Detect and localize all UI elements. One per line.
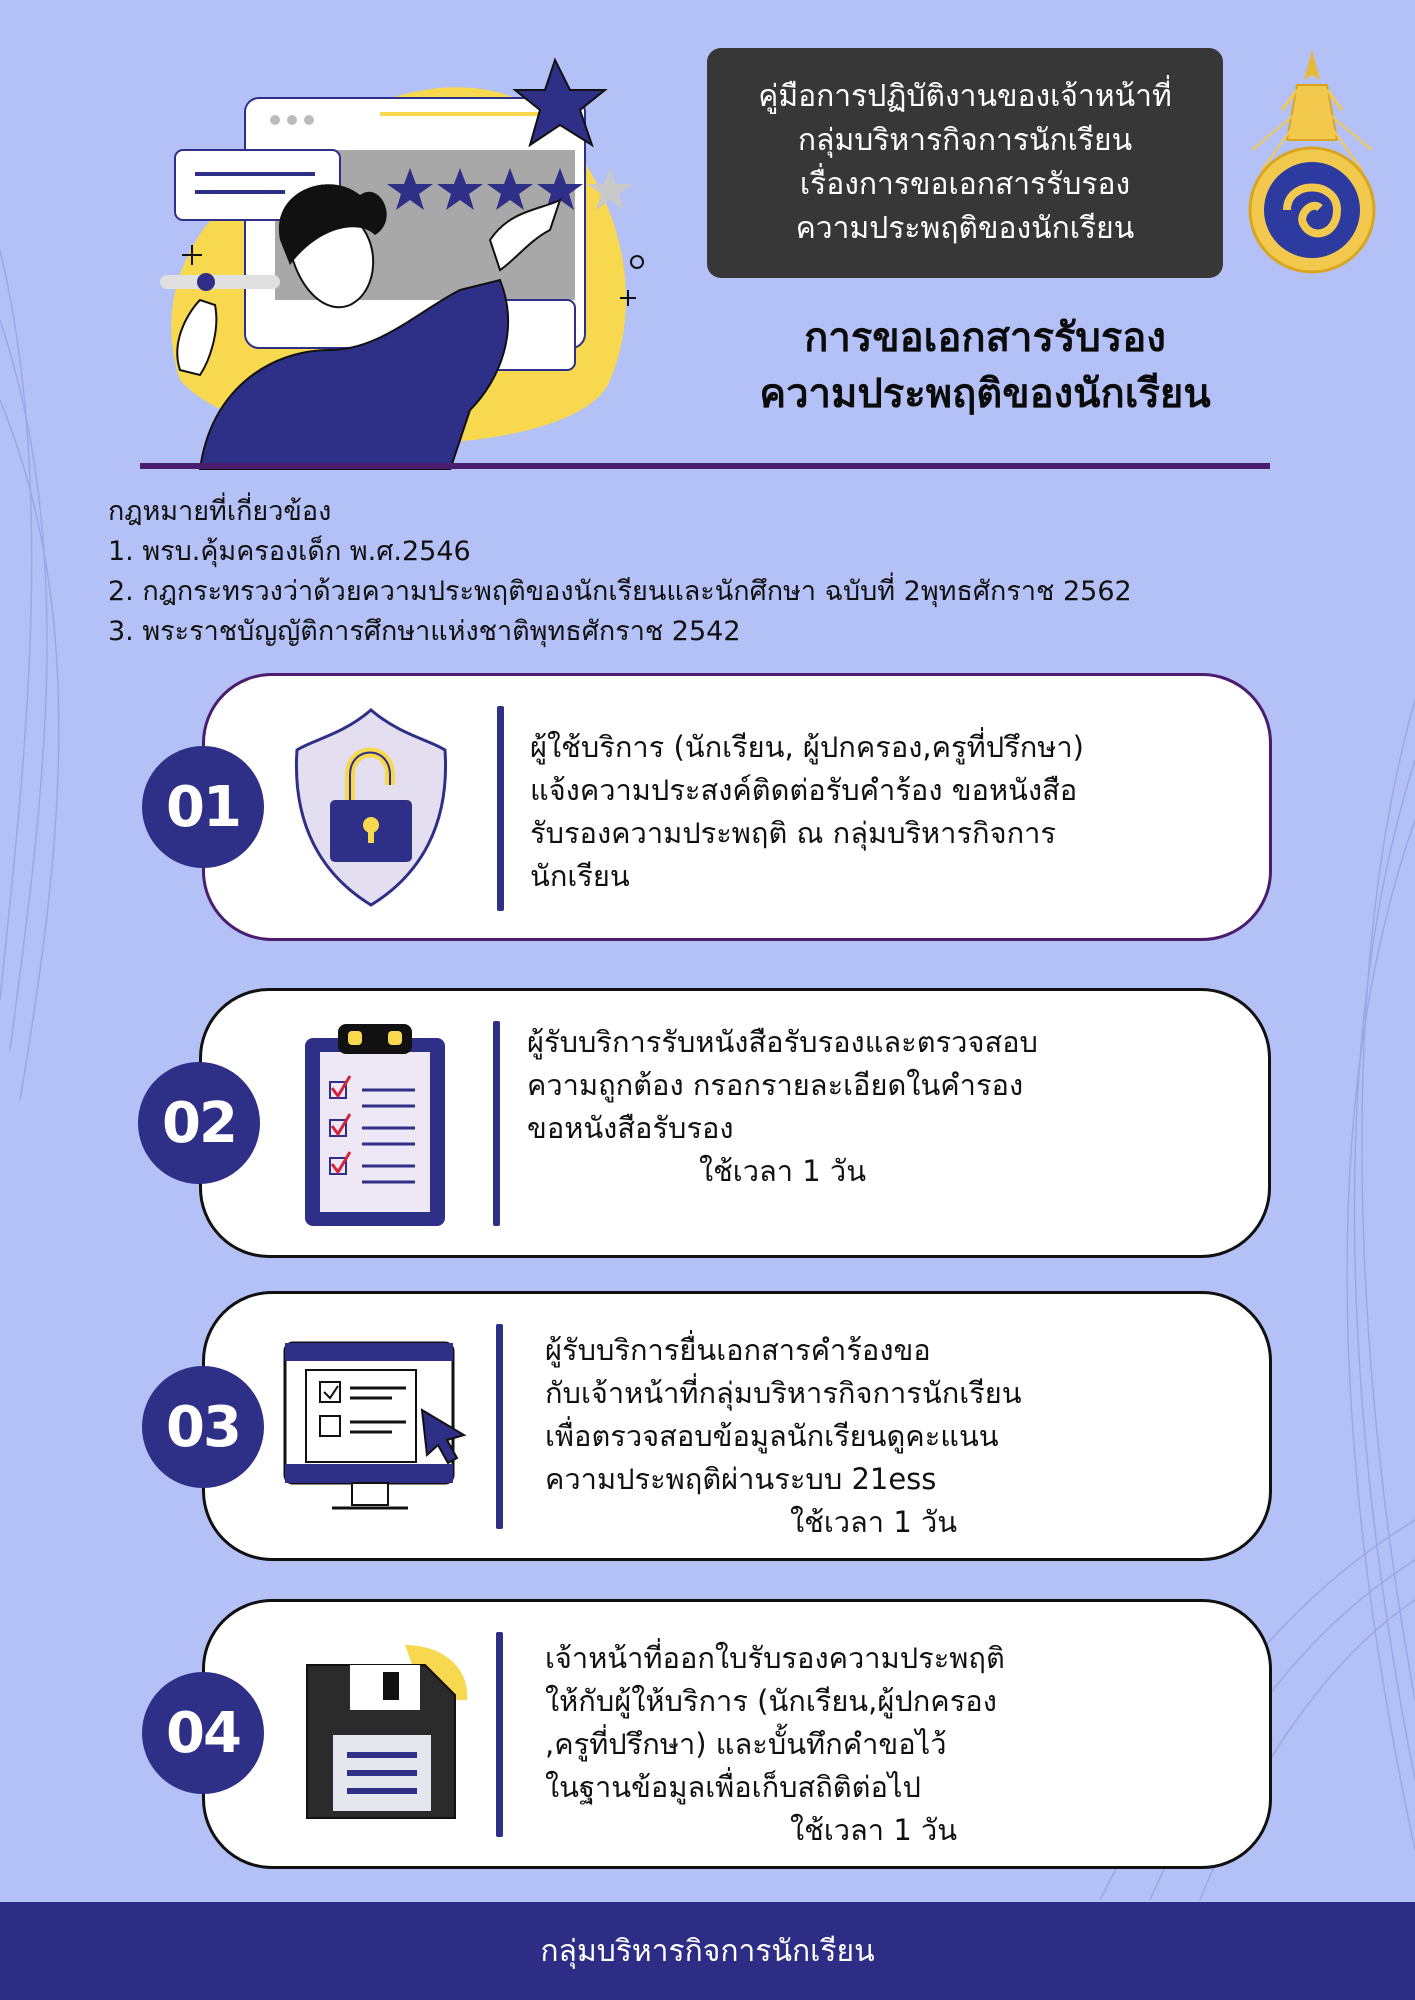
computer-form-icon (282, 1340, 472, 1515)
headline-line-2: ความประพฤติของนักเรียน (759, 371, 1211, 417)
step-line: นักเรียน (530, 859, 630, 893)
footer-label: กลุ่มบริหารกิจการนักเรียน (540, 1933, 875, 1969)
headline-line-1: การขอเอกสารรับรอง (804, 315, 1166, 361)
related-laws (108, 492, 1288, 652)
step-text (530, 726, 1084, 898)
step-line: เจ้าหน้าที่ออกใบรับรองความประพฤติ (545, 1641, 1005, 1675)
step-number-badge: 01 (142, 746, 264, 868)
step-divider (493, 1021, 500, 1226)
step-line: ในฐานข้อมูลเพื่อเก็บสถิติต่อไป (545, 1770, 921, 1804)
step-line: ขอหนังสือรับรอง (527, 1111, 734, 1145)
step-line: ผู้รับบริการยื่นเอกสารคำร้องขอ (545, 1333, 931, 1367)
step-duration: ใช้เวลา 1 วัน (698, 1154, 867, 1188)
step-line: เพื่อตรวจสอบข้อมูลนักเรียนดูคะแนน (545, 1419, 999, 1453)
footer-bar (0, 1902, 1415, 2000)
step-number-badge: 02 (138, 1062, 260, 1184)
step-divider (497, 706, 504, 911)
header-divider (140, 463, 1270, 469)
step-line: ผู้ใช้บริการ (นักเรียน, ผู้ปกครอง,ครูที่ปรึกษา) (530, 730, 1084, 764)
step-line: ความประพฤติผ่านระบบ 21ess (545, 1462, 937, 1496)
step-line: กับเจ้าหน้าที่กลุ่มบริหารกิจการนักเรียน (545, 1376, 1022, 1410)
step-divider (496, 1324, 503, 1529)
step-line: ,ครูที่ปรึกษา) และบั้นทึกคำขอไว้ (545, 1727, 947, 1761)
step-duration: ใช้เวลา 1 วัน (790, 1505, 958, 1539)
step-line: ให้กับผู้ให้บริการ (นักเรียน,ผู้ปกครอง (545, 1684, 997, 1718)
step-line: รับรองความประพฤติ ณ กลุ่มบริหารกิจการ (530, 816, 1057, 850)
step-number-badge: 04 (142, 1672, 264, 1794)
step-line: ผู้รับบริการรับหนังสือรับรองและตรวจสอบ (527, 1025, 1038, 1059)
step-number-badge: 03 (142, 1366, 264, 1488)
step-line: ความถูกต้อง กรอกรายละเอียดในคำรอง (527, 1068, 1024, 1102)
title-line-2: กลุ่มบริหารกิจการนักเรียน (797, 123, 1133, 158)
law-item: 1. พรบ.คุ้มครองเด็ก พ.ศ.2546 (108, 536, 471, 567)
hero-illustration (140, 50, 680, 470)
shield-lock-icon (290, 705, 452, 910)
handbook-title-box (707, 48, 1223, 278)
floppy-disk-icon (295, 1640, 475, 1825)
step-line: แจ้งความประสงค์ติดต่อรับคำร้อง ขอหนังสือ (530, 773, 1078, 807)
title-line-4: ความประพฤติของนักเรียน (795, 211, 1135, 246)
law-item: 3. พระราชบัญญัติการศึกษาแห่งชาติพุทธศักราช 2542 (108, 616, 741, 647)
step-text (527, 1021, 1038, 1193)
clipboard-checklist-icon (300, 1020, 450, 1230)
step-text (545, 1637, 1005, 1852)
step-divider (496, 1632, 503, 1837)
laws-heading: กฎหมายที่เกี่ยวข้อง (108, 496, 332, 527)
title-line-3: เรื่องการขอเอกสารรับรอง (799, 167, 1131, 202)
step-duration: ใช้เวลา 1 วัน (790, 1813, 958, 1847)
step-text (545, 1329, 1022, 1544)
school-emblem-logo (1242, 40, 1382, 280)
law-item: 2. กฎกระทรวงว่าด้วยความประพฤติของนักเรียนและนักศึกษา ฉบับที่ 2พุทธศักราช 2562 (108, 576, 1132, 607)
page-headline (690, 310, 1280, 422)
title-line-1: คู่มือการปฏิบัติงานของเจ้าหน้าที่ (758, 79, 1172, 114)
